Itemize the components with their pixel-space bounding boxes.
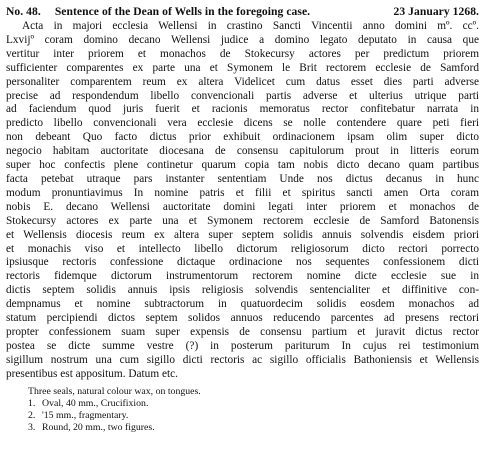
seal-notes	[6, 386, 479, 435]
body-line: personaliter comparentem reum ex altera Videlicet cum datus esset dies parti adverse	[6, 75, 479, 88]
body-line: et Wellensis diocesis reum ex altera super septem solidis annuis solvendis eisdem priori	[6, 228, 479, 241]
body-line: vertitur inter priorem et monachos de Stokecursy actores per predictum priorem	[6, 47, 479, 60]
document-number: No. 48.	[6, 5, 41, 18]
body-line: modum pronuntiavimus In nomine patris et filii et spiritus sancti amen Orta coram	[6, 186, 479, 199]
document-body	[6, 20, 479, 382]
body-line: ipsiusque rectoris confessione dictaque ordinacione nos sequentes confessionem dicti	[6, 256, 479, 269]
seal-note-item	[28, 398, 479, 410]
body-line: sigillum nostrum una cum sigillo dicti rectoris ac sigillo officialis Bathoniensis et Wellensis	[6, 353, 479, 366]
seal-note-item	[28, 410, 479, 422]
body-line: Lxvijº coram domino decano Wellensi judice a domino legato deputato in causa que	[6, 33, 479, 46]
body-line: negocio habitam auctoritate diocesana de consensu capitulorum prout in litteris eorum	[6, 145, 479, 158]
document-date: 23 January 1268.	[393, 5, 479, 18]
seal-notes-list	[28, 398, 479, 435]
body-line: dempnamus et nomine subtractorum in quatuordecim solidis eosdem monachos ad	[6, 298, 479, 311]
body-line: postea se dicte summe vestre (?) in posterum pariturum In cujus rei testimonium	[6, 339, 479, 352]
body-line: non debeant Quo facto dictus prior exhibuit ordinacionem ipsam olim super dicto	[6, 131, 479, 144]
seal-note-text: Oval, 40 mm., Crucifixion.	[42, 397, 149, 409]
seal-note-text: Round, 20 mm., two figures.	[42, 422, 155, 434]
body-line: predicto libello convencionali vera ecclesie dicens se nolle contendere quare peti fieri	[6, 117, 479, 130]
body-line: super hoc confectis plene continetur quarum copia tam nobis dicto decano quam partibus	[6, 159, 479, 172]
seal-note-item	[28, 422, 479, 434]
body-line: Stokecursy actores ex parte una et Symonem rectorem ecclesie de Samford Batonensis	[6, 214, 479, 227]
body-line: Acta in majori ecclesia Wellensi in crastino Sancti Vincentii anno domini mº. ccº.	[22, 20, 479, 32]
body-line: dictis septem solidis annuis ipsis religiosis solvendis sentencialiter et diffinitive con-	[6, 284, 479, 297]
document-header	[6, 4, 479, 19]
body-line: nobis E. decano Wellensi auctoritate domini legati inter priorem et monachos de	[6, 200, 479, 213]
body-line: propter confessionem suam super expensis de consensu partium et juravit dictus rector	[6, 325, 479, 338]
document-title: Sentence of the Dean of Wells in the foregoing case.	[54, 5, 311, 18]
body-line: presentibus est appositum. Datum etc.	[6, 367, 178, 380]
body-line: precise ad respondendum libello convencionali partis adverse et ulterius utrique parti	[6, 89, 479, 102]
seal-note-number: 1.	[28, 397, 36, 409]
body-line: ad faciendum quod juris fuerit et racionis memoratus rector confitebatur narrata in	[6, 103, 479, 116]
seal-note-text: '15 mm., fragmentary.	[42, 409, 129, 421]
header-lead	[6, 4, 310, 19]
body-line: statum percipiendi dictos septem solidos annuos reducendo parcentes ad presens rectori	[6, 312, 479, 325]
body-line: rectoris fidemque dictorum instrumentorum rectorem nomine dicte ecclesie sue in	[6, 270, 479, 283]
seal-note-number: 2.	[28, 409, 36, 421]
seal-notes-intro: Three seals, natural colour wax, on tongues.	[28, 385, 201, 397]
seal-note-number: 3.	[28, 422, 36, 434]
body-line: facta petebat utraque pars instanter sententiam Unde nos dictus decanus in hunc	[6, 172, 479, 185]
body-line: sufficienter comparentes ex parte una et Symonem le Brit rectorem ecclesie de Samford	[6, 61, 479, 74]
body-line: et monachis viso et intellecto libello dictorum religiosorum dicto rectori porrecto	[6, 242, 479, 255]
